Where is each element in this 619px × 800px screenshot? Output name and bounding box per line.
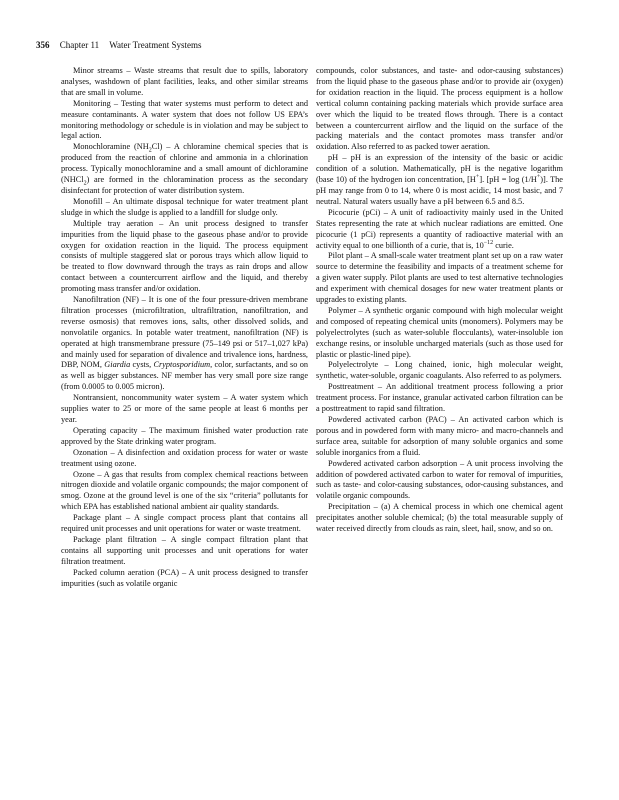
entry-nontransient-water-system: Nontransient, noncommunity water system – A water system which supplies water to 25 or more of the same people at least 6 months per year. — [61, 393, 308, 424]
text-run: pH – pH is an expression of the intensity of the basic or acidic condition of a solution. Mathematically, pH is the negative logarithm (base 10) of the hydrogen ion concentration, [H — [316, 153, 563, 185]
chapter-title: Water Treatment Systems — [109, 40, 202, 50]
entry-monofill: Monofill – An ultimate disposal technique for water treatment plant sludge in which the sludge is applied to a landfill for sludge only. — [61, 196, 308, 217]
entry-pac-adsorption: Powdered activated carbon adsorption – A unit process involving the addition of powdered activated carbon to water for removal of impurities, such as taste- and color-causing substances, odor-causing substances, and volatile organic compounds. — [316, 458, 563, 501]
entry-powdered-activated-carbon: Powdered activated carbon (PAC) – An activated carbon which is porous and in powdered form with many micro- and macro-channels and surface area, suitable for adsorption of many soluble organics and some soluble inorganics from a fluid. — [316, 415, 563, 457]
entry-polyelectrolyte: Polyelectrolyte – Long chained, ionic, high molecular weight, synthetic, water-soluble, organic coagulants. Also referred to as polymers. — [316, 360, 563, 381]
text-run: , color, surfactants, and so on as well as bigger substances. NF member has very small pore size range (from 0.0005 to 0.005 micron). — [61, 360, 308, 392]
entry-polymer: Polymer – A synthetic organic compound with high molecular weight and composed of repeating chemical units (monomers). Polymers may be polyelectrolytes (such as water-soluble flocculants), water-insoluble ion exchange resins, or insoluble uncharged materials (such as those used for plastic or plastic-lined pipe). — [316, 305, 563, 359]
chapter-label: Chapter 11 — [59, 40, 100, 50]
subscript: 2 — [148, 148, 152, 154]
entry-operating-capacity: Operating capacity – The maximum finished water production rate approved by the State drinking water program. — [61, 425, 308, 446]
text-run: Monochloramine (NH — [73, 142, 149, 152]
entry-nanofiltration — [61, 295, 308, 393]
italic-term: Giardia — [104, 360, 131, 370]
entry-ozonation: Ozonation – A disinfection and oxidation process for water or waste treatment using ozone. — [61, 447, 308, 468]
superscript: + — [536, 174, 541, 181]
text-run: curie. — [493, 240, 514, 250]
text-run: ]. [pH = log (1/H — [479, 175, 537, 185]
entry-pilot-plant: Pilot plant – A small-scale water treatment plant set up on a raw water source to determine the feasibility and impacts of a treatment scheme for a given water supply. Pilot plants are used to test alternative technologies and experiment with chemical dosages for new water treatment plants or upgrades to existing plants. — [316, 251, 563, 305]
entry-ph — [316, 153, 563, 208]
entry-precipitation: Precipitation – (a) A chemical process in which one chemical agent precipitates another soluble chemical; (b) the total measurable supply of water received directly from clouds as rain, sleet, hail, snow, and so on. — [316, 502, 563, 534]
subscript: 2 — [83, 180, 87, 187]
entry-posttreatment: Posttreatment – An additional treatment process following a prior treatment process. For instance, granular activated carbon filtration can be a posttreatment to rapid sand filtration. — [316, 382, 563, 414]
superscript: + — [475, 174, 480, 181]
running-header — [36, 40, 202, 50]
left-column — [61, 66, 308, 590]
entry-ozone: Ozone – A gas that results from complex chemical reactions between nitrogen dioxide and volatile organic compounds; the major component of smog. Ozone at the ground level is one of the six “criteria” pollutants for which EPA has established national ambient air quality standards. — [61, 469, 308, 512]
page-number: 356 — [36, 40, 50, 50]
right-column — [316, 66, 563, 535]
entry-monitoring: Monitoring – Testing that water systems must perform to detect and measure contaminants. A water system that does not follow US EPA’s monitoring methodology or schedule is in violation and may be subject to legal action. — [61, 98, 308, 141]
entry-package-plant: Package plant – A single compact process plant that contains all required unit processes and unit operations for water or waste treatment. — [61, 513, 308, 534]
text-run: ) are formed in the chloramination process as the secondary disinfectant for protection of water distribution system. — [61, 175, 308, 195]
superscript: −12 — [483, 239, 494, 246]
entry-monochloramine — [61, 142, 308, 197]
text-run: Cl) – A chloramine chemical species that is produced from the reaction of chlorine and ammonia in a chlorination process. Typically monochloramine and a small amount of dichloramine (NHCl — [61, 142, 308, 185]
text-run: Nanofiltration (NF) – It is one of the four pressure-driven membrane filtration processes (microfiltration, ultrafiltration, nanofiltration, and reverse osmosis) that removes ions, salts, other dissolved solids, and nonvolatile organics. In potable water treatment, nanofiltration (NF) is operated at high transmembrane pressure (75–149 psi or 517–1,027 kPa) and mainly used for separation of divalence and trivalence ions, hardness, DBP, NOM, — [61, 295, 308, 370]
entry-minor-streams: Minor streams – Waste streams that result due to spills, laboratory analyses, washdown of plant facilities, leaks, and other similar streams that are small in volume. — [61, 66, 308, 97]
text-run: cysts, — [130, 360, 154, 370]
text-run: Picocurie (pCi) – A unit of radioactivity mainly used in the United States representing the rate at which nuclear radiations are emitted. One picocurie (1 pCi) represents a quantity of radioactive material with an activity equal to one billionth of a curie, that is, 10 — [316, 207, 563, 250]
entry-multiple-tray-aeration: Multiple tray aeration – An unit process designed to transfer impurities from the liquid phase to the gaseous phase and/or to provide oxygen for oxidation reaction in the liquid. The process equipment consists of multiple staggered slat or porous trays which allow liquid to be treated to flow downward through the trays as rain drops and allow contact between a countercurrent airflow and the liquid, and thereby promoting mass transfer and/or oxidation. — [61, 218, 308, 294]
entry-packed-column-aeration: Packed column aeration (PCA) – A unit process designed to transfer impurities (such as volatile organic — [61, 567, 308, 588]
text-run: )]. The pH may range from 0 to 14, where 0 is most acidic, 14 most basic, and 7 neutral. Natural waters usually have a pH between 6.5 and 8.5. — [316, 175, 563, 206]
entry-packed-column-aeration-cont: compounds, color substances, and taste- and odor-causing substances) from the liquid phase to the gaseous phase and/or to provide air (oxygen) for oxidation reaction in the liquid. The process equipment is a hollow vertical column containing packing materials which provide surface area over which the liquid to be treated flows through. There is a contact between a countercurrent airflow and the liquid on the surface of the packing materials and the contact promotes mass transfer and/or oxidation. Also referred to as packed tower aeration. — [316, 66, 563, 152]
entry-package-plant-filtration: Package plant filtration – A single compact filtration plant that contains all supporting unit processes and unit operations for water filtration treatment. — [61, 534, 308, 566]
entry-picocurie — [316, 208, 563, 252]
italic-term: Cryptosporidium — [153, 360, 211, 370]
